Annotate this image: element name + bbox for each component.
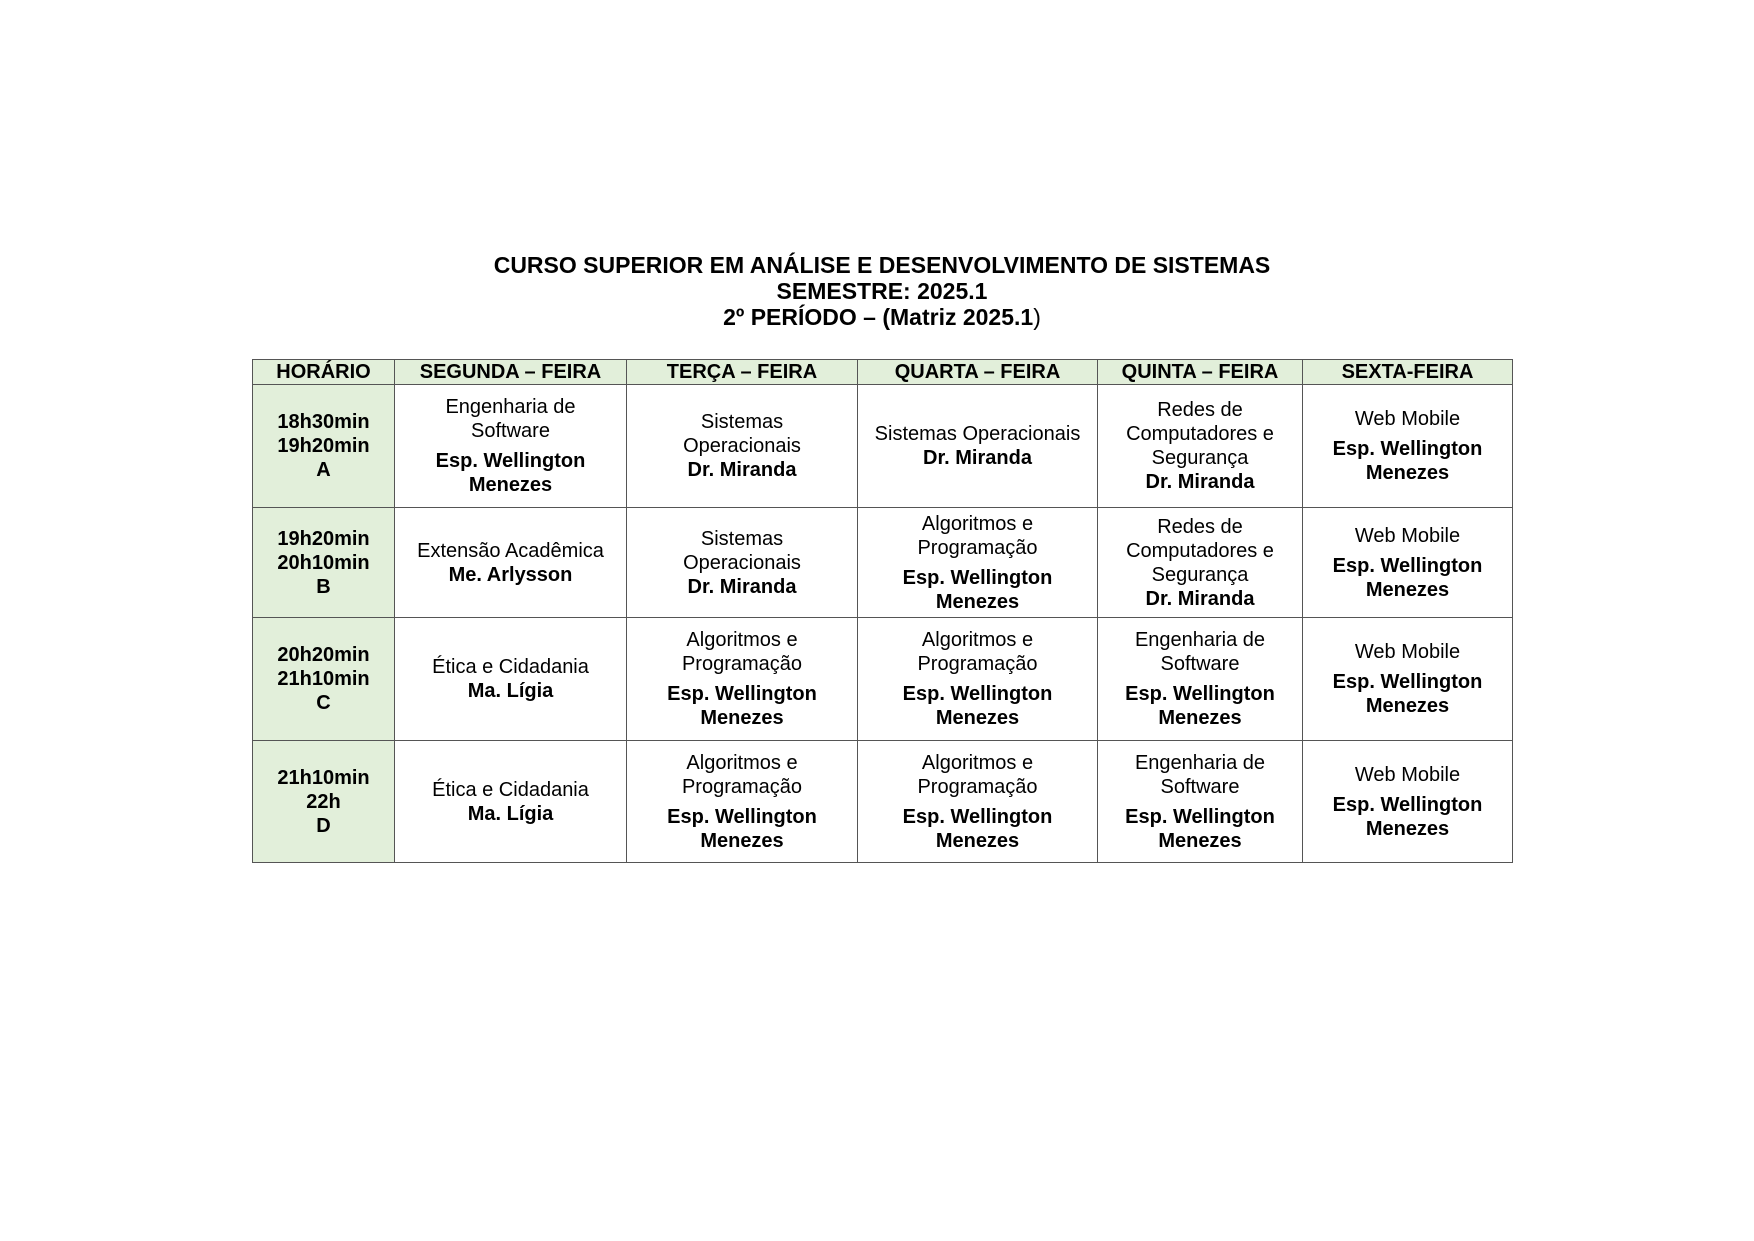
professor-name: Esp. Wellington (1125, 683, 1275, 705)
document-title (0, 252, 1754, 330)
subject-name: Algoritmos e (921, 751, 1034, 774)
subject-name: Redes de (1157, 515, 1243, 538)
professor-name: Menezes (700, 707, 784, 729)
professor-name: Dr. Miranda (687, 575, 797, 598)
class-cell-quarta (858, 741, 1098, 863)
schedule-body (253, 385, 1513, 863)
subject-name: Ética e Cidadania (432, 778, 589, 801)
professor-name: Ma. Lígia (467, 680, 554, 702)
time-slot-line: B (316, 575, 331, 598)
course-title: CURSO SUPERIOR EM ANÁLISE E DESENVOLVIMENTO DE SISTEMAS (493, 252, 1271, 278)
class-cell-sexta (1303, 618, 1513, 741)
time-slot-line: 22h (306, 790, 341, 813)
professor-name: Menezes (1365, 578, 1450, 601)
header-quarta: QUARTA – FEIRA (858, 360, 1098, 385)
professor-name: Menezes (1365, 695, 1450, 717)
time-slot-line: C (316, 692, 331, 714)
subject-name: Engenharia de (1134, 629, 1266, 651)
professor-name: Menezes (468, 474, 553, 496)
class-cell-quinta (1098, 618, 1303, 741)
time-slot-cell (253, 618, 395, 741)
table-row (253, 508, 1513, 618)
subject-name: Programação (917, 536, 1038, 559)
subject-name: Software (471, 420, 550, 442)
time-slot-cell (253, 741, 395, 863)
subject-name: Algoritmos e (686, 629, 798, 651)
subject-name: Web Mobile (1354, 524, 1461, 547)
subject-name: Sistemas (700, 527, 784, 550)
subject-name: Engenharia de (1134, 751, 1266, 774)
period-close: ) (1033, 304, 1041, 330)
subject-name: Web Mobile (1354, 641, 1461, 663)
professor-name: Esp. Wellington (902, 566, 1053, 589)
professor-name: Dr. Miranda (1145, 587, 1255, 610)
professor-name: Dr. Miranda (1145, 471, 1255, 493)
schedule-header (253, 360, 1513, 385)
table-row (253, 741, 1513, 863)
professor-name: Esp. Wellington (435, 450, 586, 472)
professor-name: Menezes (935, 707, 1020, 729)
time-slot-line: 18h30min (277, 411, 370, 433)
professor-name: Menezes (1365, 817, 1450, 840)
professor-name: Esp. Wellington (667, 683, 817, 705)
subject-name: Computadores e (1126, 423, 1274, 445)
class-cell-sexta (1303, 385, 1513, 508)
professor-name: Dr. Miranda (687, 459, 797, 481)
class-cell-quarta (858, 385, 1098, 508)
professor-name: Esp. Wellington (1125, 805, 1275, 828)
header-terca: TERÇA – FEIRA (627, 360, 858, 385)
professor-name: Dr. Miranda (923, 447, 1032, 469)
professor-name: Esp. Wellington (667, 805, 817, 828)
semester-title: SEMESTRE: 2025.1 (776, 278, 988, 304)
subject-name: Algoritmos e (686, 751, 798, 774)
header-row (253, 360, 1513, 385)
professor-name: Menezes (1158, 829, 1242, 852)
class-cell-segunda (395, 618, 627, 741)
professor-name: Menezes (1158, 707, 1242, 729)
class-cell-segunda (395, 741, 627, 863)
class-cell-quarta (858, 618, 1098, 741)
time-slot-cell (253, 508, 395, 618)
time-slot-line: A (316, 459, 331, 481)
class-cell-terca (627, 618, 858, 741)
subject-name: Segurança (1151, 447, 1249, 469)
professor-name: Esp. Wellington (1332, 793, 1483, 816)
professor-name: Menezes (700, 829, 784, 852)
subject-name: Programação (681, 775, 803, 798)
subject-name: Segurança (1151, 563, 1249, 586)
subject-name: Engenharia de (445, 396, 576, 418)
class-cell-terca (627, 741, 858, 863)
subject-name: Sistemas (700, 411, 784, 433)
class-cell-quarta (858, 508, 1098, 618)
professor-name: Me. Arlysson (448, 563, 573, 586)
subject-name: Web Mobile (1354, 408, 1461, 430)
subject-name: Software (1160, 653, 1240, 675)
time-slot-cell (253, 385, 395, 508)
subject-name: Software (1160, 775, 1240, 798)
time-slot-line: 19h20min (277, 527, 370, 550)
subject-name: Programação (681, 653, 803, 675)
professor-name: Menezes (935, 829, 1020, 852)
table-row (253, 618, 1513, 741)
professor-name: Esp. Wellington (1332, 438, 1483, 460)
subject-name: Redes de (1157, 399, 1243, 421)
professor-name: Menezes (1365, 462, 1450, 484)
period-text: 2º PERÍODO – (Matriz 2025.1 (723, 304, 1034, 330)
professor-name: Menezes (935, 590, 1020, 613)
class-cell-sexta (1303, 508, 1513, 618)
subject-name: Programação (917, 775, 1038, 798)
subject-name: Programação (917, 653, 1038, 675)
header-segunda: SEGUNDA – FEIRA (395, 360, 627, 385)
class-cell-segunda (395, 508, 627, 618)
class-cell-sexta (1303, 741, 1513, 863)
subject-name: Algoritmos e (921, 629, 1034, 651)
class-cell-quinta (1098, 741, 1303, 863)
time-slot-line: 21h10min (277, 766, 370, 789)
class-cell-terca (627, 385, 858, 508)
class-cell-quinta (1098, 385, 1303, 508)
header-horario: HORÁRIO (253, 360, 395, 385)
subject-name: Operacionais (683, 435, 801, 457)
subject-name: Extensão Acadêmica (417, 539, 604, 562)
time-slot-line: 20h20min (277, 644, 370, 666)
time-slot-line: 19h20min (277, 435, 370, 457)
subject-name: Operacionais (683, 551, 801, 574)
period-title (0, 304, 1754, 330)
subject-name: Web Mobile (1354, 763, 1461, 786)
class-cell-quinta (1098, 508, 1303, 618)
subject-name: Computadores e (1126, 539, 1274, 562)
time-slot-line: D (316, 814, 331, 837)
time-slot-line: 20h10min (277, 551, 370, 574)
subject-name: Ética e Cidadania (432, 656, 589, 678)
schedule-table (252, 359, 1513, 863)
subject-name: Sistemas Operacionais (874, 423, 1081, 445)
table-row (253, 385, 1513, 508)
time-slot-line: 21h10min (277, 668, 370, 690)
professor-name: Esp. Wellington (902, 683, 1053, 705)
professor-name: Ma. Lígia (467, 802, 554, 825)
class-cell-terca (627, 508, 858, 618)
class-cell-segunda (395, 385, 627, 508)
header-quinta: QUINTA – FEIRA (1098, 360, 1303, 385)
professor-name: Esp. Wellington (1332, 554, 1483, 577)
professor-name: Esp. Wellington (902, 805, 1053, 828)
header-sexta: SEXTA-FEIRA (1303, 360, 1513, 385)
subject-name: Algoritmos e (921, 512, 1034, 535)
professor-name: Esp. Wellington (1332, 671, 1483, 693)
